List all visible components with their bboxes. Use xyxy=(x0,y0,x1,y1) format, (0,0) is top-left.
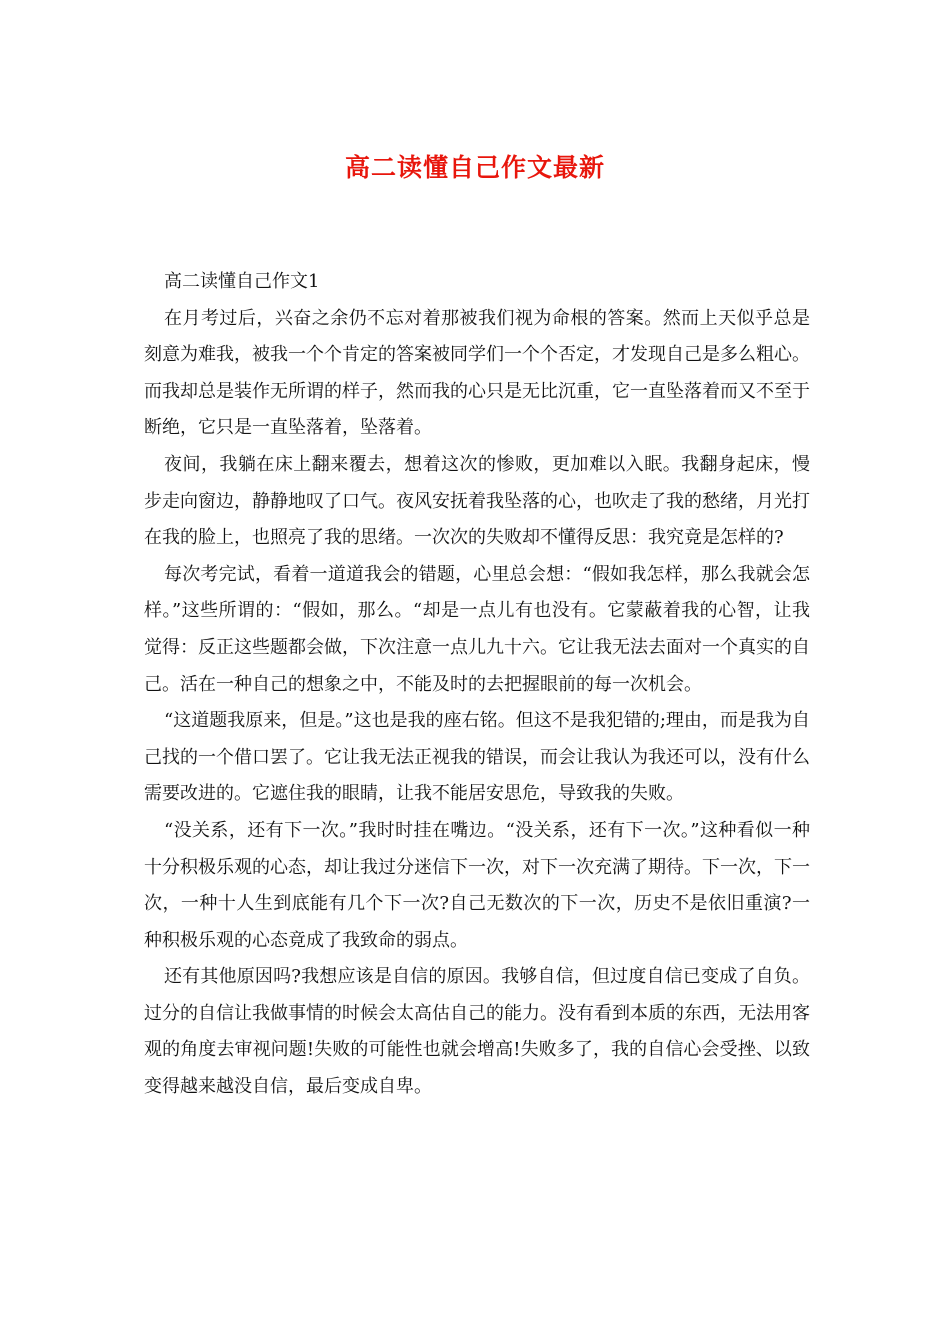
paragraph-5: “没关系，还有下一次。”我时时挂在嘴边。“没关系，还有下一次。”这种看似一种十分积极乐观的心态，却让我过分迷信下一次，对下一次充满了期待。下一次，下一次，一种十人生到底能有几个下一次?自己无数次的下一次，历史不是依旧重演?一种积极乐观的心态竟成了我致命的弱点。 xyxy=(144,819,810,951)
document-body xyxy=(144,264,810,1106)
paragraph-2: 夜间，我躺在床上翻来覆去，想着这次的惨败，更加难以入眠。我翻身起床，慢步走向窗边，静静地叹了口气。夜风安抚着我坠落的心，也吹走了我的愁绪，月光打在我的脸上，也照亮了我的思绪。一次次的失败却不懂得反思：我究竟是怎样的? xyxy=(144,453,810,549)
document-title: 高二读懂自己作文最新 xyxy=(344,153,605,182)
paragraph-4: “这道题我原来，但是。”这也是我的座右铭。但这不是我犯错的;理由，而是我为自己找的一个借口罢了。它让我无法正视我的错误，而会让我认为我还可以，没有什么需要改进的。它遮住我的眼睛，让我不能居安思危，导致我的失败。 xyxy=(144,710,810,805)
section-heading: 高二读懂自己作文1 xyxy=(164,271,320,292)
paragraph-1: 在月考过后，兴奋之余仍不忘对着那被我们视为命根的答案。然而上天似乎总是刻意为难我，被我一个个肯定的答案被同学们一个个否定，才发现自己是多么粗心。而我却总是装作无所谓的样子，然而我的心只是无比沉重，它一直坠落着而又不至于断绝，它只是一直坠落着，坠落着。 xyxy=(144,307,810,439)
paragraph-6: 还有其他原因吗?我想应该是自信的原因。我够自信，但过度自信已变成了自负。过分的自信让我做事情的时候会太高估自己的能力。没有看到本质的东西，无法用客观的角度去审视问题!失败的可能性也就会增高!失败多了，我的自信心会受挫、以致变得越来越没自信，最后变成自卑。 xyxy=(144,966,810,1098)
paragraph-3: 每次考完试，看着一道道我会的错题，心里总会想：“假如我怎样，那么我就会怎样。”这些所谓的：“假如，那么。“却是一点儿有也没有。它蒙蔽着我的心智，让我觉得：反正这些题都会做，下次注意一点儿九十六。它让我无法去面对一个真实的自己。活在一种自己的想象之中，不能及时的去把握眼前的每一次机会。 xyxy=(144,563,810,695)
